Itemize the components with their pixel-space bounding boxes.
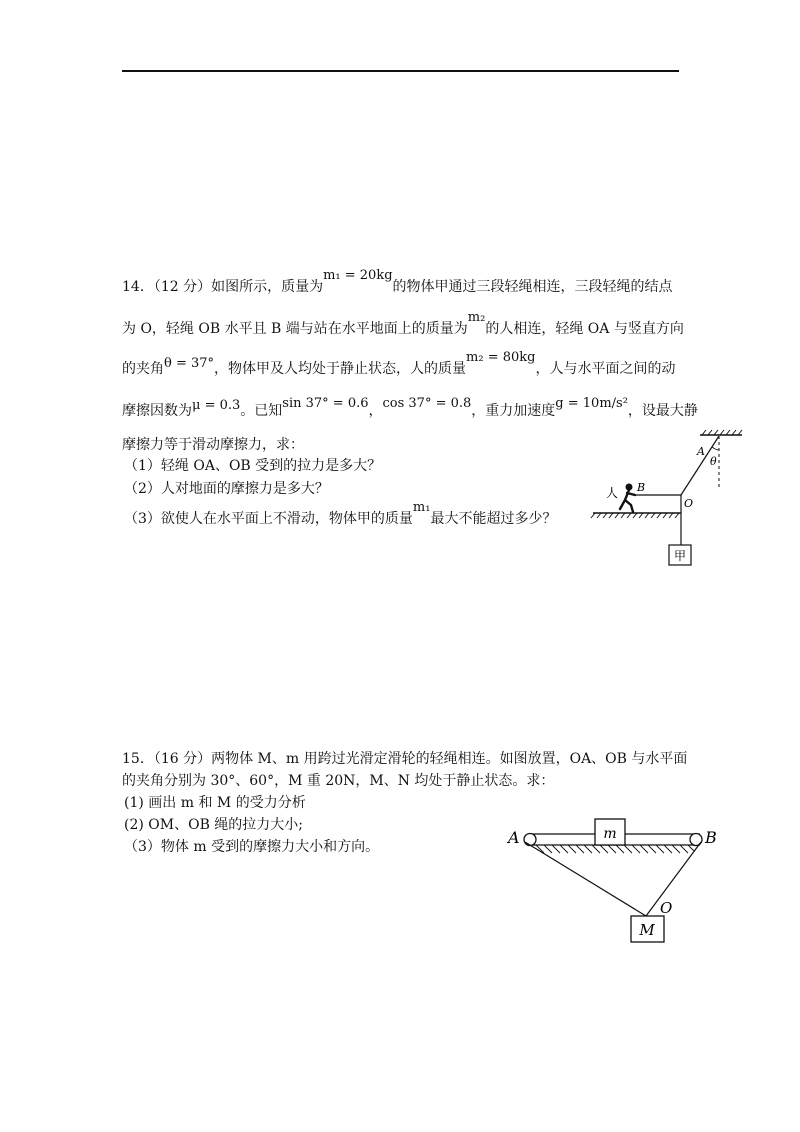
q14-line4-post: ，设最大静 (627, 403, 698, 419)
q14-line-4 (122, 396, 698, 421)
q14-line2-pre: 为 O，轻绳 OB 水平且 B 端与站在水平地面上的质量为 (122, 321, 468, 337)
q15-figure (500, 810, 730, 950)
header-rule (122, 70, 679, 72)
q14-label-jia: 甲 (673, 549, 687, 563)
q14-line-3 (122, 350, 676, 379)
q14-m2-formula: m₂ = 80kg (466, 350, 536, 365)
q14-angle-arc (712, 447, 719, 450)
q14-line1-post: 的物体甲通过三段轻绳相连，三段轻绳的结点 (392, 279, 673, 295)
q15-line-2: 的夹角分别为 30°、60°，M 重 20N，M、N 均处于静止状态。求： (122, 773, 555, 789)
q14-label-o: O (684, 497, 694, 510)
q14-label-theta: θ (710, 455, 717, 468)
q15-label-o: O (660, 899, 673, 917)
q14-line4-mid2: ，重力加速度 (471, 403, 556, 419)
q14-g-formula: g = 10m/s² (555, 396, 628, 411)
q14-m2-symbol: m₂ (467, 310, 486, 325)
q15-label-b: B (705, 828, 717, 847)
q15-label-m: m (603, 826, 617, 842)
q15-subquestion-3: （3）物体 m 受到的摩擦力大小和方向。 (124, 839, 380, 855)
q14-subquestion-3 (124, 500, 557, 529)
q14-sub3-symbol: m₁ (412, 500, 431, 515)
q14-m1-formula: m₁ = 20kg (323, 268, 393, 283)
q14-line4-comma: ， (368, 403, 383, 419)
q14-person-figure (620, 484, 635, 513)
q15-rope-oa (525, 842, 646, 916)
q14-cos-formula: cos 37° = 0.8 (382, 396, 472, 411)
q14-label-a: A (697, 445, 705, 458)
q14-label-b: B (637, 481, 646, 494)
q15-rope-ob (646, 842, 701, 916)
q15-pulley-a (524, 834, 536, 846)
q14-line3-pre: 的夹角 (122, 361, 164, 377)
q14-sub3-post: 最大不能超过多少？ (430, 511, 557, 527)
q14-sub3-pre: （3）欲使人在水平面上不滑动，物体甲的质量 (124, 511, 413, 527)
q14-line2-post: 的人相连，轻绳 OA 与竖直方向 (485, 321, 684, 337)
q15-label-a: A (508, 828, 520, 847)
q14-line-2 (122, 310, 684, 339)
q14-line1-pre: 14．（12 分）如图所示，质量为 (122, 279, 324, 295)
q15-subquestion-2: (2) OM、OB 绳的拉力大小; (124, 817, 304, 833)
q14-figure (585, 425, 755, 570)
q14-mu-formula: μ = 0.3 (192, 398, 241, 413)
q14-subquestion-1: （1）轻绳 OA、OB 受到的拉力是多大？ (124, 458, 382, 474)
q14-theta-formula: θ = 37° (164, 356, 215, 371)
q15-label-big-m: M (639, 921, 655, 939)
q14-line3-post: ，人与水平面之间的动 (535, 361, 676, 377)
q15-line-1: 15．（16 分）两物体 M、m 用跨过光滑定滑轮的轻绳相连。如图放置，OA、OB 与水平面 (122, 751, 688, 767)
q15-subquestion-1: (1) 画出 m 和 M 的受力分析 (124, 795, 306, 811)
q14-line-5: 摩擦力等于滑动摩擦力，求： (122, 437, 304, 453)
q14-line4-pre: 摩擦因数为 (122, 403, 192, 419)
q14-subquestion-2: （2）人对地面的摩擦力是多大？ (124, 481, 329, 497)
q14-line3-mid: ，物体甲及人均处于静止状态，人的质量 (214, 361, 467, 377)
q14-label-person: 人 (606, 486, 619, 500)
q15-table-hatch (536, 845, 694, 853)
q14-line4-mid1: 。已知 (240, 403, 283, 419)
q14-sin-formula: sin 37° = 0.6 (282, 396, 369, 411)
q14-line-1 (122, 268, 673, 297)
